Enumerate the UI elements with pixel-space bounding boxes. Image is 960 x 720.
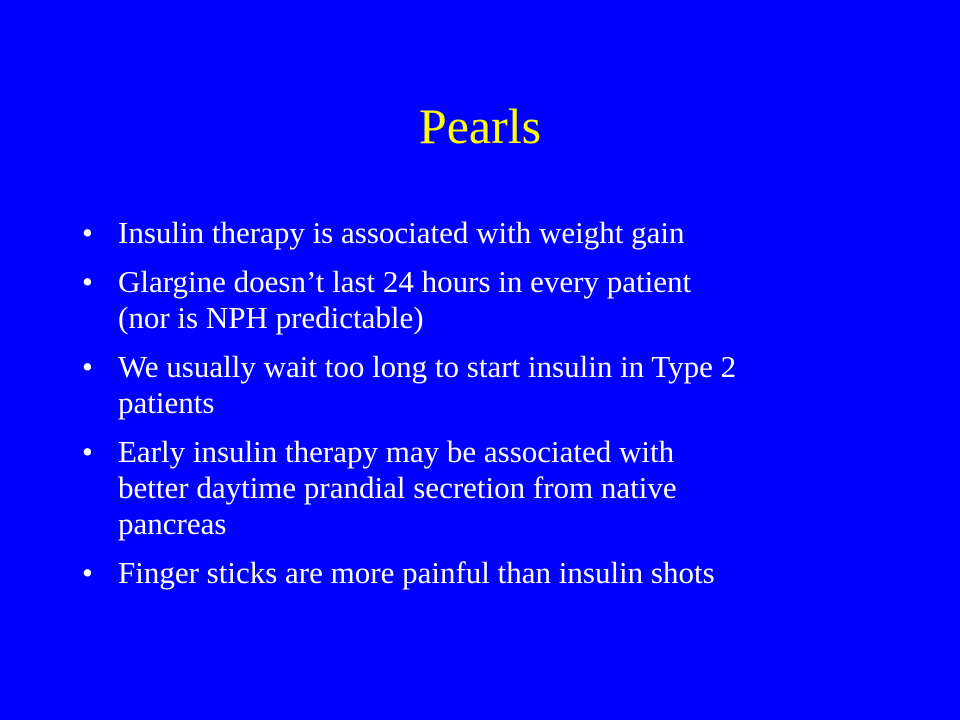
bullet-item <box>82 215 902 251</box>
bullet-text: Finger sticks are more painful than insulin shots <box>118 555 715 590</box>
slide-title: Pearls <box>418 98 542 154</box>
bullet-item <box>82 349 902 421</box>
bullet-item <box>82 555 902 591</box>
bullet-icon: • <box>82 215 93 250</box>
bullet-item <box>82 264 902 336</box>
bullet-text: Insulin therapy is associated with weight gain <box>118 215 685 250</box>
bullet-icon: • <box>82 555 93 590</box>
bullet-text: We usually wait too long to start insulin in Type 2 patients <box>118 349 737 420</box>
bullet-icon: • <box>82 349 93 384</box>
bullet-text: Glargine doesn’t last 24 hours in every patient (nor is NPH predictable) <box>118 264 692 335</box>
bullet-text: Early insulin therapy may be associated with better daytime prandial secretion from native pancreas <box>118 434 677 541</box>
bullet-icon: • <box>82 264 93 299</box>
bullet-icon: • <box>82 434 93 469</box>
bullet-item <box>82 434 902 542</box>
bullet-list <box>82 215 902 604</box>
